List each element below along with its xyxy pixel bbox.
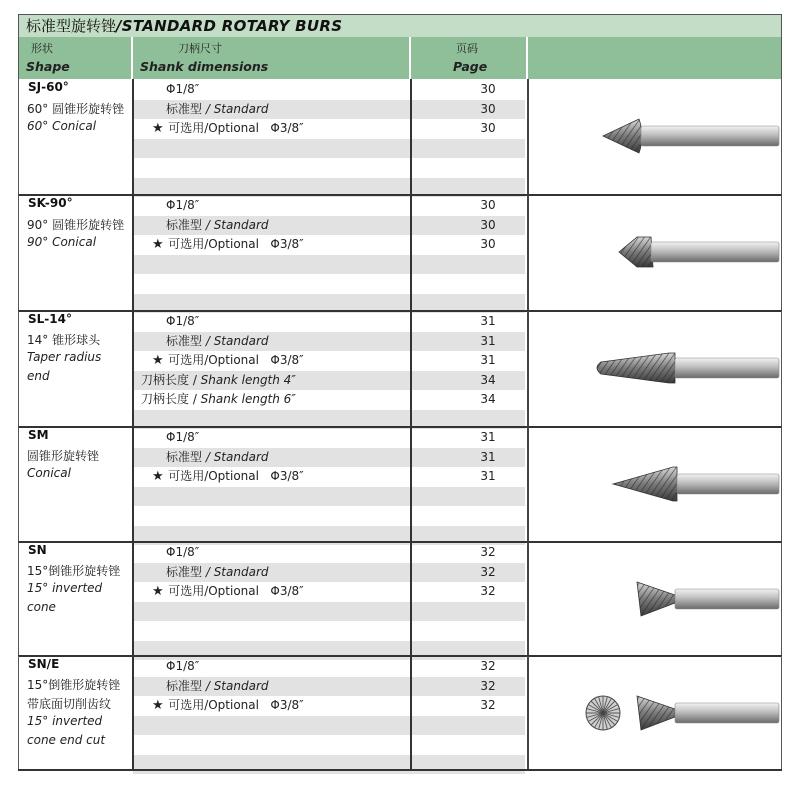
shank-label: 标准型 [166, 101, 203, 116]
shank-label: 可选用/Optional [168, 353, 259, 367]
column-divider [132, 195, 134, 311]
table-row [133, 602, 525, 621]
product-group [18, 656, 782, 770]
shank-label: 刀柄长度 / [141, 372, 197, 387]
column-divider [132, 656, 134, 770]
shank-label: Φ1/8″ [166, 314, 200, 328]
page-number: 31 [480, 333, 496, 348]
shank-label: Φ1/8″ [166, 198, 200, 212]
header-shape-cn: 形状 [31, 42, 53, 55]
product-group [18, 79, 782, 195]
column-divider [410, 195, 412, 311]
header-shape [19, 37, 133, 79]
catalog-title [18, 14, 782, 37]
table-row [133, 80, 525, 99]
table-row [133, 621, 525, 640]
shank-label: Φ1/8″ [166, 430, 200, 444]
shape-description: 14° 锥形球头 [27, 333, 101, 347]
shape-cell [19, 656, 132, 770]
header-page-cn: 页码 [456, 42, 478, 55]
header-shape-en: Shape [26, 59, 70, 74]
shank-dimension [166, 544, 199, 561]
header-shank-cn: 刀柄尺寸 [178, 42, 222, 55]
bur-image-cell [527, 427, 783, 542]
table-row [133, 487, 525, 506]
header-image [528, 37, 783, 79]
shank-label: 标准型 [166, 217, 203, 232]
shank-dimension [166, 197, 199, 214]
shape-description: Taper radius [27, 350, 102, 364]
shape-cell [19, 195, 132, 311]
page-number: 30 [480, 101, 496, 116]
shank-dimension [152, 583, 304, 600]
table-row [133, 235, 525, 254]
shank-label: 可选用/Optional [168, 121, 259, 135]
shank-label-en: Shank length 4″ [196, 372, 296, 387]
shank-label-en: / Standard [202, 101, 269, 116]
shank-size: Φ3/8″ [258, 469, 304, 483]
page-number: 32 [480, 659, 496, 673]
shank-label: 标准型 [166, 678, 203, 693]
shank-size: Φ3/8″ [258, 121, 304, 135]
shank-label: 标准型 [166, 564, 203, 579]
shank-dimension [152, 697, 304, 714]
shank-label-en: / Standard [202, 333, 269, 348]
shank-label-en: / Standard [202, 564, 269, 579]
optional-star-icon: ★ [152, 353, 169, 368]
bur-illustration [527, 79, 783, 193]
optional-star-icon: ★ [152, 121, 169, 136]
column-divider [132, 427, 134, 542]
shape-description: 60° 圆锥形旋转锉 [27, 102, 125, 116]
shape-description: 15° inverted [27, 714, 103, 728]
shank-label: 刀柄长度 / [141, 392, 197, 406]
shank-dimension [166, 313, 199, 330]
page-number: 31 [480, 353, 496, 367]
table-row [133, 582, 525, 601]
column-divider [410, 427, 412, 542]
shank-size: Φ3/8″ [258, 698, 304, 712]
optional-star-icon: ★ [152, 469, 169, 484]
page-number: 32 [480, 584, 496, 598]
page-number: 31 [480, 449, 496, 464]
shape-cell [19, 542, 132, 656]
page-number: 34 [480, 372, 496, 387]
shape-description: 带底面切削齿纹 [27, 697, 112, 711]
table-row [133, 274, 525, 293]
bur-image-cell [527, 195, 783, 311]
shank-dimension [166, 658, 199, 675]
table-row [133, 371, 525, 390]
bur-illustration [527, 656, 783, 770]
shank-size: Φ3/8″ [258, 584, 304, 598]
shank-label: Φ1/8″ [166, 659, 200, 673]
column-divider [132, 79, 134, 195]
shank-dimension [166, 564, 269, 581]
shape-description: Conical [27, 466, 71, 480]
shape-description: 15° inverted [27, 581, 103, 595]
shank-label: 标准型 [166, 449, 203, 464]
shape-description: 60° Conical [27, 119, 97, 133]
table-row [133, 312, 525, 331]
product-code: SM [28, 428, 49, 442]
table-row [133, 657, 525, 676]
bur-illustration [527, 311, 783, 425]
product-group [18, 311, 782, 427]
table-row [133, 428, 525, 447]
header-shank [133, 37, 411, 79]
shape-description: 圆锥形旋转锉 [27, 449, 100, 463]
table-row [133, 139, 525, 158]
product-group [18, 427, 782, 542]
product-group [18, 195, 782, 311]
shank-size: Φ3/8″ [258, 353, 304, 367]
table-row [133, 677, 525, 696]
page-number: 31 [480, 430, 496, 444]
title-en: /STANDARD ROTARY BURS [116, 17, 343, 35]
table-row [133, 390, 525, 409]
optional-star-icon: ★ [152, 698, 169, 713]
page-number: 31 [480, 469, 496, 483]
table-row [133, 506, 525, 525]
bur-illustration [527, 542, 783, 656]
shank-dimension [166, 678, 269, 695]
product-code: SL-14° [28, 312, 72, 326]
shank-dimension [152, 120, 304, 137]
shape-cell [19, 79, 132, 195]
page-number: 30 [480, 121, 496, 135]
product-group [18, 542, 782, 656]
shank-dimension [166, 449, 269, 466]
shank-label: 可选用/Optional [168, 469, 259, 483]
shank-dimension [166, 429, 199, 446]
shank-label: 标准型 [166, 333, 203, 348]
shank-dimension [152, 468, 304, 485]
table-row [133, 196, 525, 215]
shape-description: cone [27, 600, 56, 614]
column-divider [410, 542, 412, 656]
table-row [133, 332, 525, 351]
page-number: 31 [480, 314, 496, 328]
product-code: SN/E [28, 657, 60, 671]
shank-label: 可选用/Optional [168, 698, 259, 712]
shank-label-en: / Standard [202, 678, 269, 693]
shank-label: Φ1/8″ [166, 545, 200, 559]
title-cn: 标准型旋转锉 [26, 17, 117, 35]
shank-size: Φ3/8″ [258, 237, 304, 251]
shank-label: 可选用/Optional [168, 237, 259, 251]
page-number: 34 [480, 392, 496, 406]
shank-dimension [152, 236, 304, 253]
product-code: SN [28, 543, 47, 557]
shape-description: end [27, 369, 50, 383]
header-page-en: Page [453, 59, 488, 74]
table-row [133, 255, 525, 274]
shank-dimension [166, 81, 199, 98]
bur-image-cell [527, 656, 783, 770]
column-divider [132, 311, 134, 427]
shank-label-en: / Standard [202, 217, 269, 232]
shank-dimension [166, 333, 269, 350]
column-divider [132, 542, 134, 656]
shape-description: cone end cut [27, 733, 106, 747]
page-number: 30 [480, 198, 496, 212]
product-code: SJ-60° [28, 80, 69, 94]
page-number: 30 [480, 237, 496, 251]
shank-dimension [166, 217, 269, 234]
product-code: SK-90° [28, 196, 73, 210]
table-row [133, 100, 525, 119]
bur-illustration [527, 427, 783, 541]
header-page [411, 37, 528, 79]
table-row [133, 543, 525, 562]
table-row [133, 716, 525, 735]
table-row [133, 696, 525, 715]
column-divider [410, 311, 412, 427]
table-row [133, 216, 525, 235]
table-row [133, 351, 525, 370]
page-number: 32 [480, 564, 496, 579]
page-number: 32 [480, 698, 496, 712]
header-shank-en: Shank dimensions [140, 59, 269, 74]
optional-star-icon: ★ [152, 237, 169, 252]
shape-description: 90° Conical [27, 235, 97, 249]
row-divider [18, 769, 782, 771]
table-row [133, 448, 525, 467]
shank-label-en: Shank length 6″ [196, 392, 296, 406]
shape-description: 15°倒锥形旋转锉 [27, 678, 121, 692]
shank-label-en: / Standard [202, 449, 269, 464]
table-row [133, 119, 525, 138]
column-divider [410, 656, 412, 770]
bur-illustration [527, 195, 783, 309]
shape-description: 90° 圆锥形旋转锉 [27, 218, 125, 232]
bur-image-cell [527, 542, 783, 656]
shank-dimension [166, 101, 269, 118]
table-row [133, 735, 525, 754]
shape-description: 15°倒锥形旋转锉 [27, 564, 121, 578]
table-row [133, 467, 525, 486]
page-number: 30 [480, 82, 496, 96]
shank-dimension [152, 352, 304, 369]
shank-dimension [141, 372, 296, 389]
page-number: 32 [480, 545, 496, 559]
shank-label: Φ1/8″ [166, 82, 200, 96]
page-number: 30 [480, 217, 496, 232]
bur-image-cell [527, 79, 783, 195]
shape-cell [19, 311, 132, 427]
optional-star-icon: ★ [152, 584, 169, 599]
table-row [133, 563, 525, 582]
shape-cell [19, 427, 132, 542]
shank-dimension [141, 391, 296, 408]
table-header [18, 37, 782, 79]
column-divider [410, 79, 412, 195]
bur-image-cell [527, 311, 783, 427]
shank-label: 可选用/Optional [168, 584, 259, 598]
page-number: 32 [480, 678, 496, 693]
table-row [133, 158, 525, 177]
